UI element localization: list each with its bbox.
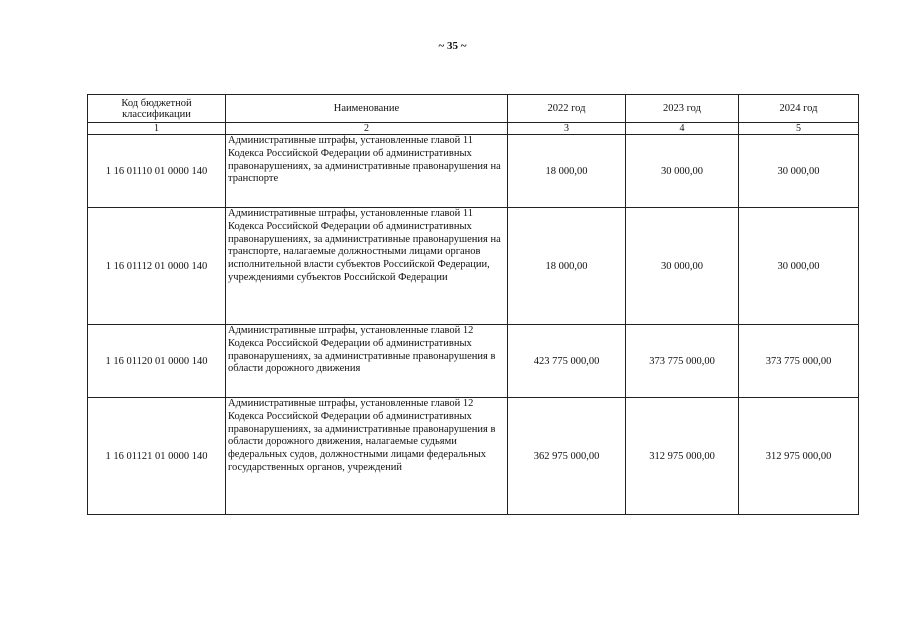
column-number: 4 (626, 123, 739, 135)
name-cell: Административные штрафы, установленные главой 12 Кодекса Российской Федерации об административных правонарушениях, за административные правонарушения в области дорожного движения, налагаемые судьями федеральных судов, должностными лицами федеральных государственных органов, учреждений (226, 398, 508, 515)
table-row (88, 135, 859, 208)
value-2023-cell: 30 000,00 (626, 135, 739, 208)
name-cell: Административные штрафы, установленные главой 11 Кодекса Российской Федерации об административных правонарушениях, за административные правонарушения на транспорте (226, 135, 508, 208)
column-number: 1 (88, 123, 226, 135)
column-number: 2 (226, 123, 508, 135)
name-cell: Административные штрафы, установленные главой 12 Кодекса Российской Федерации об административных правонарушениях, за административные правонарушения в области дорожного движения (226, 325, 508, 398)
value-2023-cell: 373 775 000,00 (626, 325, 739, 398)
header-code: Код бюджетной классификации (88, 95, 226, 123)
header-name: Наименование (226, 95, 508, 123)
column-number-row (88, 123, 859, 135)
table-row (88, 208, 859, 325)
header-2024: 2024 год (739, 95, 859, 123)
budget-code-cell: 1 16 01121 01 0000 140 (88, 398, 226, 515)
budget-table (87, 94, 859, 515)
header-row (88, 95, 859, 123)
header-2023: 2023 год (626, 95, 739, 123)
table-row (88, 325, 859, 398)
column-number: 3 (508, 123, 626, 135)
budget-code-cell: 1 16 01120 01 0000 140 (88, 325, 226, 398)
header-2022: 2022 год (508, 95, 626, 123)
page-number: ~ 35 ~ (438, 40, 467, 52)
value-2022-cell: 18 000,00 (508, 135, 626, 208)
value-2024-cell: 312 975 000,00 (739, 398, 859, 515)
column-number: 5 (739, 123, 859, 135)
name-cell: Административные штрафы, установленные главой 11 Кодекса Российской Федерации об административных правонарушениях, за административные правонарушения на транспорте, налагаемые должностными лицами органов исполнительной власти субъектов Российской Федерации, учреждениями субъектов Российской Федерации (226, 208, 508, 325)
budget-code-cell: 1 16 01110 01 0000 140 (88, 135, 226, 208)
value-2024-cell: 373 775 000,00 (739, 325, 859, 398)
table-row (88, 398, 859, 515)
value-2024-cell: 30 000,00 (739, 208, 859, 325)
value-2022-cell: 18 000,00 (508, 208, 626, 325)
value-2024-cell: 30 000,00 (739, 135, 859, 208)
value-2022-cell: 423 775 000,00 (508, 325, 626, 398)
value-2023-cell: 30 000,00 (626, 208, 739, 325)
value-2023-cell: 312 975 000,00 (626, 398, 739, 515)
budget-code-cell: 1 16 01112 01 0000 140 (88, 208, 226, 325)
value-2022-cell: 362 975 000,00 (508, 398, 626, 515)
